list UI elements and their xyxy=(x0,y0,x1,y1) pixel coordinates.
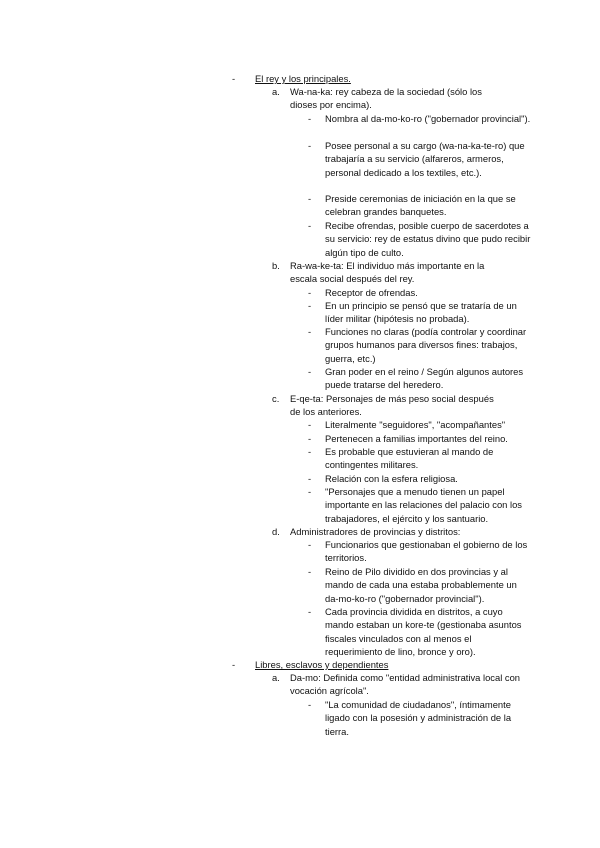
item-text: Administradores de provincias y distritos: xyxy=(290,526,461,537)
section-bullet: - xyxy=(232,659,236,670)
dash-marker: - xyxy=(308,113,312,124)
dash-marker: - xyxy=(308,300,312,311)
dash-marker: - xyxy=(308,699,312,710)
bullet-text: En un principio se pensó que se trataría de un líder militar (hipótesis no probada). xyxy=(325,300,517,325)
item-text: Da-mo: Definida como "entidad administrativa local con vocación agrícola". xyxy=(290,672,520,697)
dash-marker: - xyxy=(308,433,312,444)
item-text: Wa-na-ka: rey cabeza de la sociedad (sólo los dioses por encima). xyxy=(290,86,482,111)
bullet-text: "La comunidad de ciudadanos", íntimamente ligado con la posesión y administración de la tierra. xyxy=(325,699,512,737)
dash-marker: - xyxy=(308,419,312,430)
dash-marker: - xyxy=(308,566,312,577)
bullet-text: Posee personal a su cargo (wa-na-ka-te-ro) que trabajaría a su servicio (alfareros, armeros, personal dedicado a los textiles, etc.). xyxy=(325,140,525,178)
dash-marker: - xyxy=(308,473,312,484)
bullet-text: Funcionarios que gestionaban el gobierno de los territorios. xyxy=(325,539,528,564)
section-title: Libres, esclavos y dependientes xyxy=(255,659,389,670)
item-text: Ra-wa-ke-ta: El individuo más importante en la escala social después del rey. xyxy=(290,260,485,285)
item-text: E-qe-ta: Personajes de más peso social después de los anteriores. xyxy=(290,393,494,418)
item-marker: d. xyxy=(272,526,280,537)
bullet-text: Recibe ofrendas, posible cuerpo de sacerdotes a su servicio: rey de estatus divino que pudo recibir algún tipo de culto. xyxy=(325,220,531,258)
bullet-text: Reino de Pilo dividido en dos provincias y al mando de cada una estaba probablemente un da-mo-ko-ro ("gobernador provincial"). xyxy=(325,566,517,604)
dash-marker: - xyxy=(308,326,312,337)
dash-marker: - xyxy=(308,539,312,550)
bullet-text: "Personajes que a menudo tienen un papel importante en las relaciones del palacio con los trabajadores, el ejército y los santuario. xyxy=(325,486,522,524)
bullet-text: Preside ceremonias de iniciación en la que se celebran grandes banquetes. xyxy=(325,193,516,218)
bullet-text: Nombra al da-mo-ko-ro ("gobernador provincial"). xyxy=(325,113,531,124)
item-marker: a. xyxy=(272,672,280,683)
section-bullet: - xyxy=(232,73,236,84)
dash-marker: - xyxy=(308,220,312,231)
bullet-text: Relación con la esfera religiosa. xyxy=(325,473,458,484)
dash-marker: - xyxy=(308,446,312,457)
item-marker: b. xyxy=(272,260,280,271)
dash-marker: - xyxy=(308,606,312,617)
bullet-text: Es probable que estuvieran al mando de contingentes militares. xyxy=(325,446,494,471)
dash-marker: - xyxy=(308,366,312,377)
dash-marker: - xyxy=(308,193,312,204)
section-title: El rey y los principales. xyxy=(255,73,351,84)
item-marker: a. xyxy=(272,86,280,97)
dash-marker: - xyxy=(308,140,312,151)
dash-marker: - xyxy=(308,287,312,298)
bullet-text: Cada provincia dividida en distritos, a cuyo mando estaban un kore-te (gestionaba asuntos fiscales vinculados con al menos el requerimiento de lino, bronce y oro). xyxy=(325,606,522,658)
dash-marker: - xyxy=(308,486,312,497)
bullet-text: Funciones no claras (podía controlar y coordinar grupos humanos para diversos fines: trabajos, guerra, etc.) xyxy=(325,326,527,364)
bullet-text: Receptor de ofrendas. xyxy=(325,287,418,298)
bullet-text: Gran poder en el reino / Según algunos autores puede tratarse del heredero. xyxy=(325,366,524,391)
bullet-text: Pertenecen a familias importantes del reino. xyxy=(325,433,508,444)
bullet-text: Literalmente "seguidores", "acompañantes" xyxy=(325,419,506,430)
item-marker: c. xyxy=(272,393,280,404)
